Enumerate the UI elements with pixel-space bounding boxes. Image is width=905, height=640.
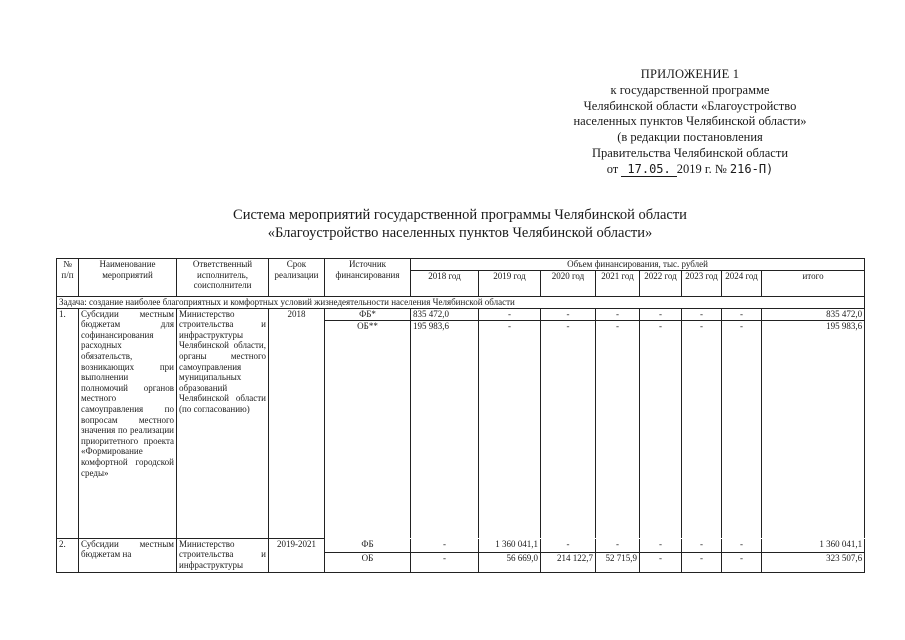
appendix-line: (в редакции постановления (617, 130, 763, 145)
date-prefix: от (606, 161, 619, 176)
header-source: Источник финансирования (325, 259, 411, 297)
cell-total: 323 507,6 (762, 552, 865, 572)
cell-total: 835 472,0 (762, 308, 865, 320)
row-source: ФБ (325, 538, 411, 552)
cell-2023: - (682, 320, 722, 538)
date-mid: 2019 г. № (676, 161, 727, 176)
cell-2018: 835 472,0 (411, 308, 479, 320)
cell-total: 1 360 041,1 (762, 538, 865, 552)
row-source: ОБ (325, 552, 411, 572)
cell-2021: - (596, 538, 640, 552)
date-handwritten: 17.05. (621, 163, 676, 177)
cell-2024: - (722, 552, 762, 572)
cell-2020: - (541, 320, 596, 538)
title-line-2: «Благоустройство населенных пунктов Челябинской области» (267, 224, 653, 241)
header-year-2022: 2022 год (640, 271, 682, 297)
appendix-block (540, 67, 840, 178)
row-executor: Министерство строительства и инфраструктуры (177, 538, 269, 572)
header-num: № п/п (57, 259, 79, 297)
row-measure-name: Субсидии местным бюджетам на (79, 538, 177, 572)
row-source: ФБ* (325, 308, 411, 320)
appendix-line: к государственной программе (610, 82, 770, 97)
appendix-heading: ПРИЛОЖЕНИЕ 1 (640, 67, 740, 81)
row-term: 2018 (269, 308, 325, 538)
row-executor: Министерство строительства и инфраструктуры Челябинской области, органы местного самоуправления муниципальных образований Челябинской области (по согласованию) (177, 308, 269, 538)
cell-total: 195 983,6 (762, 320, 865, 538)
cell-2018: - (411, 552, 479, 572)
row-number: 1. (57, 308, 79, 538)
cell-2019: - (479, 308, 541, 320)
appendix-date-line (540, 162, 840, 178)
cell-2018: 195 983,6 (411, 320, 479, 538)
cell-2021: 52 715,9 (596, 552, 640, 572)
cell-2021: - (596, 308, 640, 320)
measures-table (56, 258, 865, 573)
header-year-2023: 2023 год (682, 271, 722, 297)
cell-2019: - (479, 320, 541, 538)
header-executor: Ответственный исполнитель, соисполнители (177, 259, 269, 297)
row-measure-name: Субсидии местным бюджетам для софинансирования расходных обязательств, возникающих при выполнении полномочий органов местного самоуправления по вопросам местного значения по реализации приоритетного проекта «Формирование комфортной городской среды» (79, 308, 177, 538)
title-line-1: Система мероприятий государственной программы Челябинской области (233, 207, 687, 223)
cell-2020: 214 122,7 (541, 552, 596, 572)
row-term: 2019-2021 (269, 538, 325, 572)
cell-2022: - (640, 552, 682, 572)
row-source: ОБ** (325, 320, 411, 538)
appendix-line: населенных пунктов Челябинской области» (573, 114, 807, 129)
cell-2021: - (596, 320, 640, 538)
header-term: Срок реализации (269, 259, 325, 297)
header-year-2018: 2018 год (411, 271, 479, 297)
cell-2019: 1 360 041,1 (479, 538, 541, 552)
header-year-2021: 2021 год (596, 271, 640, 297)
cell-2024: - (722, 308, 762, 320)
header-year-2024: 2024 год (722, 271, 762, 297)
row-number: 2. (57, 538, 79, 572)
header-volume: Объем финансирования, тыс. рублей (411, 259, 865, 271)
cell-2019: 56 669,0 (479, 552, 541, 572)
appendix-line: Правительства Челябинской области (591, 145, 789, 160)
cell-2022: - (640, 308, 682, 320)
cell-2022: - (640, 538, 682, 552)
document-title (160, 207, 760, 242)
header-year-2019: 2019 год (479, 271, 541, 297)
header-year-2020: 2020 год (541, 271, 596, 297)
cell-2020: - (541, 308, 596, 320)
cell-2024: - (722, 538, 762, 552)
cell-2022: - (640, 320, 682, 538)
task-row: Задача: создание наиболее благоприятных и комфортных условий жизнедеятельности населения Челябинской области (57, 297, 865, 309)
cell-2020: - (541, 538, 596, 552)
cell-2023: - (682, 538, 722, 552)
header-name: Наименование мероприятий (79, 259, 177, 297)
appendix-line: Челябинской области «Благоустройство (583, 98, 797, 113)
cell-2018: - (411, 538, 479, 552)
cell-2023: - (682, 308, 722, 320)
cell-2024: - (722, 320, 762, 538)
cell-2023: - (682, 552, 722, 572)
header-total: итого (762, 271, 865, 297)
decree-number-handwritten: 216-П) (729, 161, 774, 176)
